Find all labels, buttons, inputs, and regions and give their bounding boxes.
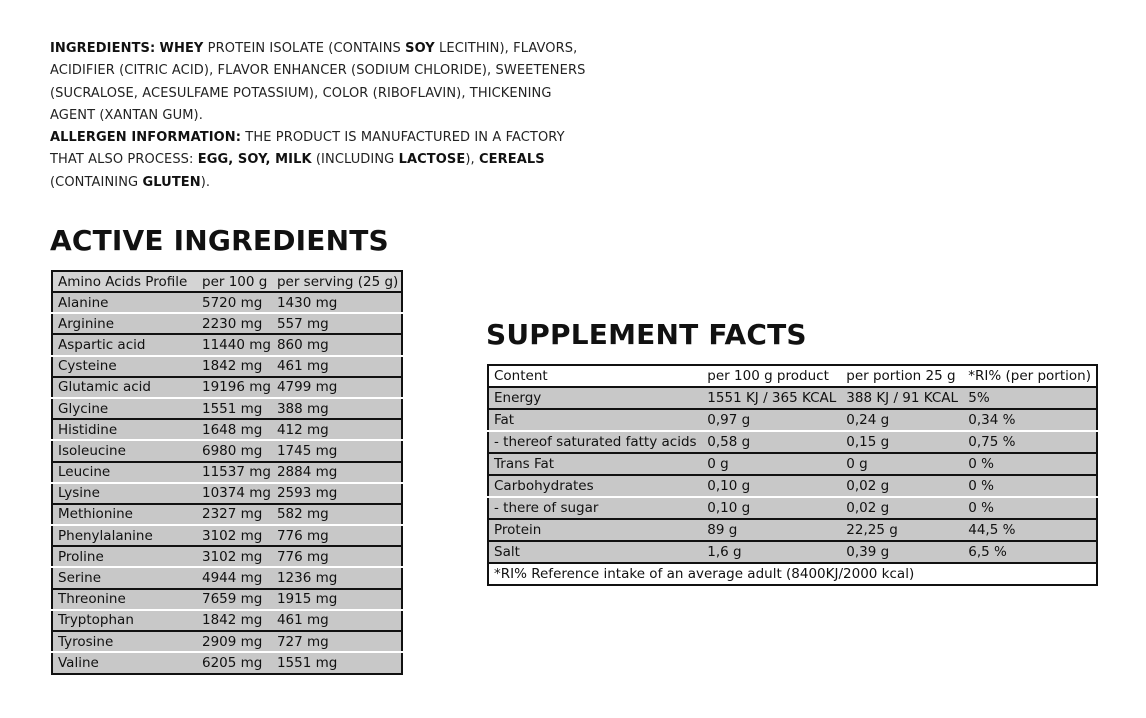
supp-per-100g: 0,10 g	[702, 497, 841, 519]
supp-table-row	[488, 475, 1097, 497]
allergen-text-1: THE PRODUCT IS MANUFACTURED IN A FACTORY THAT ALSO PROCESS:	[50, 130, 565, 168]
amino-name: Lysine	[52, 483, 199, 504]
lactose-keyword: LACTOSE	[398, 152, 466, 168]
amino-per-serving: 1745 mg	[274, 440, 402, 461]
amino-name: Glutamic acid	[52, 377, 199, 398]
amino-per-serving: 1551 mg	[274, 652, 402, 674]
supp-table-row	[488, 431, 1097, 453]
supp-per-portion: 0 g	[841, 453, 963, 475]
supp-table-row	[488, 497, 1097, 519]
supp-content: Protein	[488, 519, 702, 541]
amino-per-serving: 776 mg	[274, 525, 402, 546]
supp-content: Trans Fat	[488, 453, 702, 475]
amino-per-serving: 461 mg	[274, 610, 402, 631]
supp-ri: 0,34 %	[963, 409, 1097, 431]
supp-ri: 44,5 %	[963, 519, 1097, 541]
supp-header-content: Content	[494, 368, 548, 384]
supp-table-row	[488, 519, 1097, 541]
amino-name: Glycine	[52, 398, 199, 419]
supp-per-portion: 0,24 g	[841, 409, 963, 431]
supp-table-row	[488, 387, 1097, 409]
amino-per-100g: 1551 mg	[199, 398, 274, 419]
supp-per-100g: 0,58 g	[702, 431, 841, 453]
amino-per-100g: 1842 mg	[199, 610, 274, 631]
amino-per-serving: 1430 mg	[274, 292, 402, 313]
allergen-label: ALLERGEN INFORMATION:	[50, 130, 242, 146]
amino-per-100g: 7659 mg	[199, 589, 274, 610]
amino-header-per-100g: per 100 g	[202, 273, 268, 290]
amino-per-100g: 6980 mg	[199, 440, 274, 461]
allergen-text-4: (CONTAINING	[50, 174, 143, 190]
supp-table-row	[488, 409, 1097, 431]
supp-per-100g: 0,97 g	[702, 409, 841, 431]
supp-per-100g: 0 g	[702, 453, 841, 475]
amino-table-row	[52, 419, 402, 440]
supp-content: Energy	[488, 387, 702, 409]
supp-per-portion: 0,02 g	[841, 475, 963, 497]
amino-name: Cysteine	[52, 356, 199, 377]
supp-content: Fat	[488, 409, 702, 431]
amino-name: Proline	[52, 546, 199, 567]
supp-footnote-row	[488, 563, 1097, 585]
amino-per-100g: 6205 mg	[199, 652, 274, 674]
supp-ri: 0 %	[963, 453, 1097, 475]
supp-footnote: *RI% Reference intake of an average adult (8400KJ/2000 kcal)	[488, 563, 1097, 585]
supp-table-row	[488, 453, 1097, 475]
amino-table-row	[52, 525, 402, 546]
ingredients-paragraph	[50, 38, 590, 194]
supp-ri: 0,75 %	[963, 431, 1097, 453]
cereals-keyword: CEREALS	[478, 152, 545, 168]
amino-acids-table	[51, 270, 403, 675]
amino-per-serving: 388 mg	[274, 398, 402, 419]
supp-per-100g: 1,6 g	[702, 541, 841, 563]
amino-table-row	[52, 631, 402, 652]
whey-keyword: WHEY	[159, 41, 204, 56]
supp-ri: 0 %	[963, 475, 1097, 497]
amino-per-100g: 2327 mg	[199, 504, 274, 525]
amino-per-serving: 2884 mg	[274, 462, 402, 483]
supp-table-header-row	[488, 365, 1097, 387]
amino-per-100g: 1648 mg	[199, 419, 274, 440]
supp-per-100g: 89 g	[702, 519, 841, 541]
supp-content: Carbohydrates	[488, 475, 702, 497]
amino-per-100g: 11537 mg	[199, 462, 274, 483]
amino-per-serving: 727 mg	[274, 631, 402, 652]
amino-table-row	[52, 567, 402, 588]
amino-per-serving: 4799 mg	[274, 377, 402, 398]
supp-per-100g: 1551 KJ / 365 KCAL	[702, 387, 841, 409]
amino-per-100g: 3102 mg	[199, 546, 274, 567]
amino-name: Histidine	[52, 419, 199, 440]
amino-table-header-row	[52, 271, 402, 292]
amino-header-per-serving: per serving (25 g)	[276, 273, 399, 290]
allergen-text-2: (INCLUDING	[311, 152, 399, 168]
amino-per-100g: 1842 mg	[199, 356, 274, 377]
amino-name: Tyrosine	[52, 631, 199, 652]
amino-table-row	[52, 377, 402, 398]
amino-per-serving: 860 mg	[274, 334, 402, 355]
allergen-keywords: EGG, SOY, MILK	[197, 152, 312, 168]
amino-name: Alanine	[52, 292, 199, 313]
supp-ri: 5%	[963, 387, 1097, 409]
amino-name: Phenylalanine	[52, 525, 199, 546]
supp-per-portion: 0,39 g	[841, 541, 963, 563]
amino-per-100g: 4944 mg	[199, 567, 274, 588]
amino-table-row	[52, 652, 402, 674]
amino-per-100g: 3102 mg	[199, 525, 274, 546]
amino-per-100g: 11440 mg	[199, 334, 274, 355]
amino-table-row	[52, 610, 402, 631]
supp-content: - thereof saturated fatty acids	[488, 431, 702, 453]
amino-per-100g: 19196 mg	[199, 377, 274, 398]
supp-header-per-100g: per 100 g product	[707, 368, 829, 384]
amino-table-row	[52, 313, 402, 334]
supp-ri: 6,5 %	[963, 541, 1097, 563]
supp-content: Salt	[488, 541, 702, 563]
supp-header-ri: *RI% (per portion)	[968, 368, 1091, 384]
supp-ri: 0 %	[963, 497, 1097, 519]
amino-table-row	[52, 462, 402, 483]
active-ingredients-title: ACTIVE INGREDIENTS	[50, 224, 389, 257]
amino-table-row	[52, 546, 402, 567]
amino-table-row	[52, 398, 402, 419]
supp-table-row	[488, 541, 1097, 563]
soy-keyword: SOY	[405, 41, 435, 56]
amino-per-serving: 1915 mg	[274, 589, 402, 610]
supp-per-portion: 0,02 g	[841, 497, 963, 519]
supp-per-portion: 388 KJ / 91 KCAL	[841, 387, 963, 409]
amino-name: Methionine	[52, 504, 199, 525]
ingredients-text-2: LECITHIN), FLAVORS, ACIDIFIER (CITRIC ACID), FLAVOR ENHANCER (SODIUM CHLORIDE), SWEETENERS (SUCRALOSE, ACESULFAME POTASSIUM), COLOR (RIBOFLAVIN), THICKENING AGENT (XANTAN GUM).	[50, 41, 586, 123]
amino-table-row	[52, 483, 402, 504]
amino-per-100g: 2230 mg	[199, 313, 274, 334]
amino-per-100g: 2909 mg	[199, 631, 274, 652]
amino-name: Tryptophan	[52, 610, 199, 631]
amino-per-serving: 461 mg	[274, 356, 402, 377]
supp-per-portion: 22,25 g	[841, 519, 963, 541]
amino-per-serving: 412 mg	[274, 419, 402, 440]
allergen-text-3: ),	[465, 152, 479, 168]
amino-table-row	[52, 589, 402, 610]
amino-per-100g: 10374 mg	[199, 483, 274, 504]
amino-header-name: Amino Acids Profile	[58, 273, 188, 290]
supp-header-per-portion: per portion 25 g	[846, 368, 956, 384]
supplement-facts-title: SUPPLEMENT FACTS	[486, 318, 807, 351]
amino-name: Isoleucine	[52, 440, 199, 461]
supp-per-portion: 0,15 g	[841, 431, 963, 453]
amino-table-row	[52, 334, 402, 355]
allergen-text-5: ).	[200, 174, 211, 190]
amino-per-serving: 776 mg	[274, 546, 402, 567]
amino-name: Aspartic acid	[52, 334, 199, 355]
amino-per-100g: 5720 mg	[199, 292, 274, 313]
gluten-keyword: GLUTEN	[142, 174, 201, 190]
amino-name: Valine	[52, 652, 199, 674]
amino-table-row	[52, 504, 402, 525]
amino-per-serving: 582 mg	[274, 504, 402, 525]
supp-content: - there of sugar	[488, 497, 702, 519]
amino-name: Leucine	[52, 462, 199, 483]
amino-table-row	[52, 292, 402, 313]
amino-name: Threonine	[52, 589, 199, 610]
ingredients-label: INGREDIENTS:	[50, 41, 156, 56]
supplement-facts-table	[487, 364, 1098, 586]
amino-name: Serine	[52, 567, 199, 588]
amino-table-row	[52, 440, 402, 461]
supp-per-100g: 0,10 g	[702, 475, 841, 497]
amino-table-row	[52, 356, 402, 377]
amino-name: Arginine	[52, 313, 199, 334]
amino-per-serving: 557 mg	[274, 313, 402, 334]
amino-per-serving: 1236 mg	[274, 567, 402, 588]
ingredients-text-1: PROTEIN ISOLATE (CONTAINS	[203, 41, 406, 56]
amino-per-serving: 2593 mg	[274, 483, 402, 504]
